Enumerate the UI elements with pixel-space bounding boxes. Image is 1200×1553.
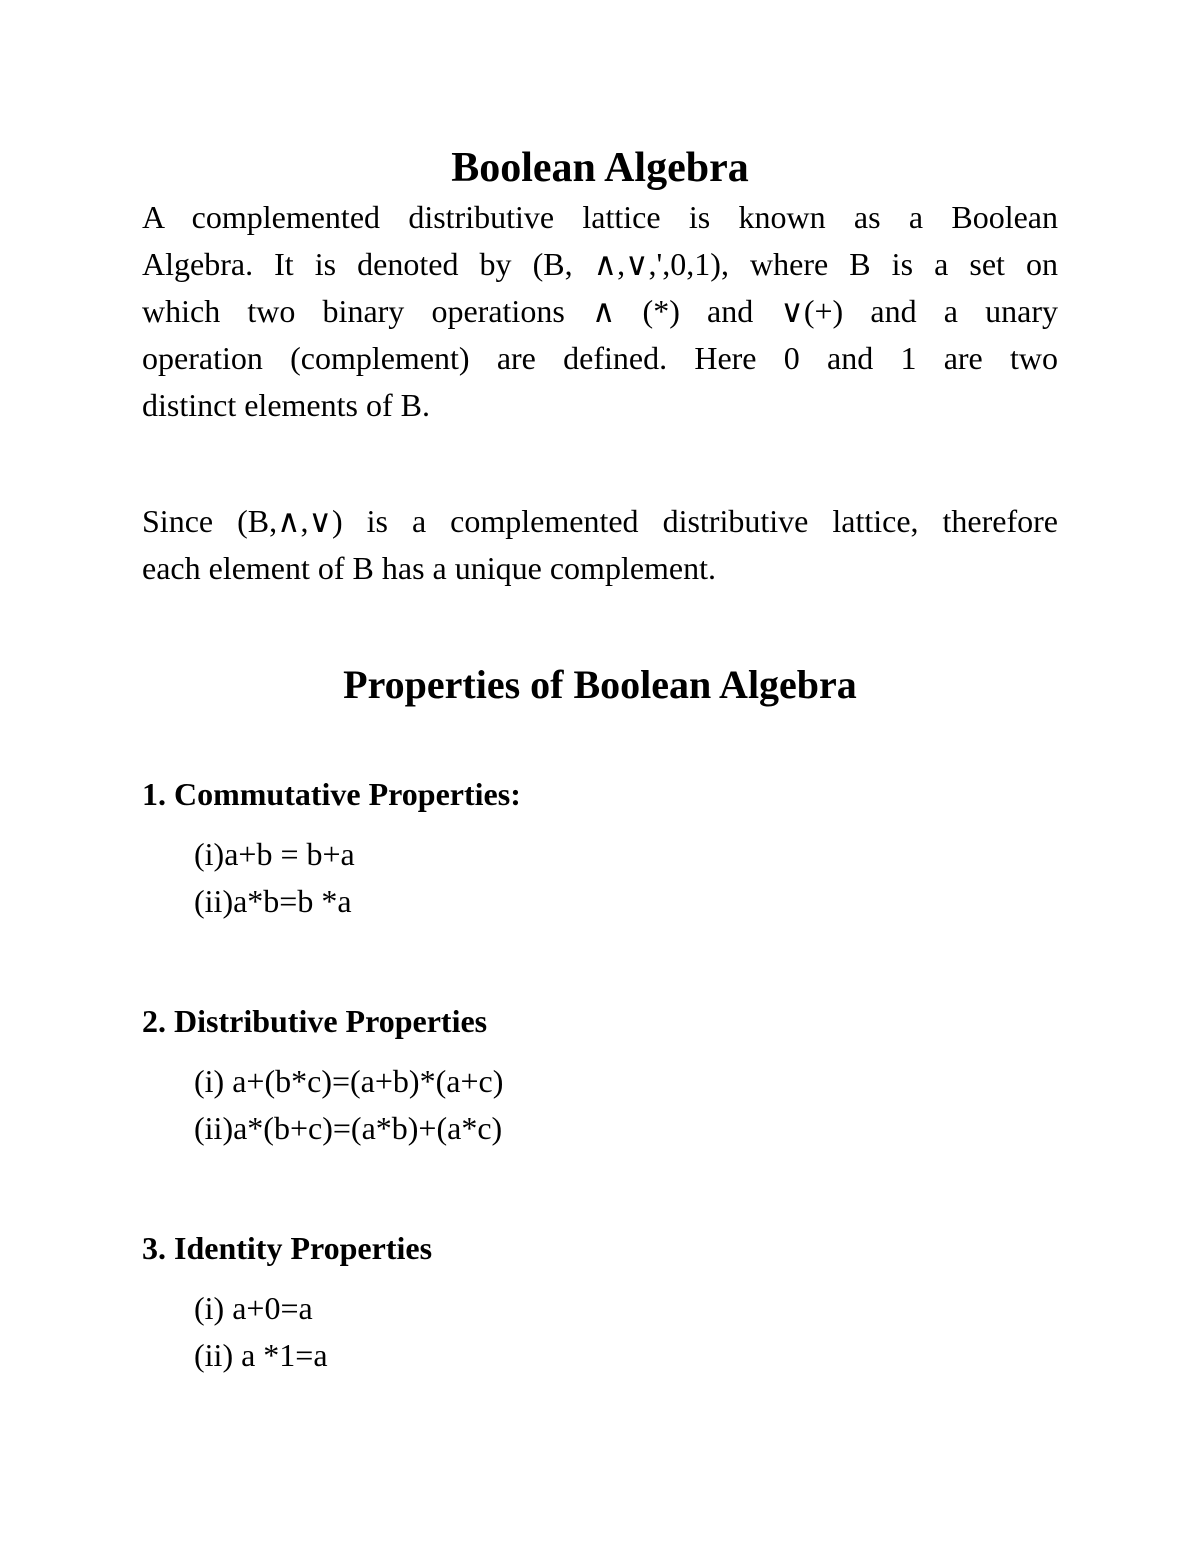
intro-line: operation (complement) are defined. Here 0 and 1 are two [142,340,1058,376]
complement-line: Since (B,∧,∨) is a complemented distributive lattice, therefore [142,503,1058,539]
page-title: Boolean Algebra [451,145,749,191]
property-item: (i)a+b = b+a [194,836,355,872]
property-item: (i) a+(b*c)=(a+b)*(a+c) [194,1063,504,1099]
complement-line: each element of B has a unique complement. [142,550,717,586]
property-item: (ii)a*(b+c)=(a*b)+(a*c) [194,1110,503,1146]
property-item: (ii)a*b=b *a [194,883,352,919]
property-item: (ii) a *1=a [194,1337,328,1373]
intro-line: Algebra. It is denoted by (B, ∧,∨,',0,1), where B is a set on [142,246,1058,282]
intro-line: distinct elements of B. [142,387,430,423]
properties-title: Properties of Boolean Algebra [343,662,857,707]
property-item: (i) a+0=a [194,1290,313,1326]
section-heading-distributive: 2. Distributive Properties [142,1003,488,1039]
section-heading-commutative: 1. Commutative Properties: [142,776,521,812]
complement-paragraph [142,498,1058,592]
intro-line: which two binary operations ∧ (*) and ∨(+) and a unary [142,293,1058,329]
intro-paragraph [142,194,1058,429]
section-heading-identity: 3. Identity Properties [142,1230,433,1266]
intro-line: A complemented distributive lattice is known as a Boolean [142,199,1058,235]
